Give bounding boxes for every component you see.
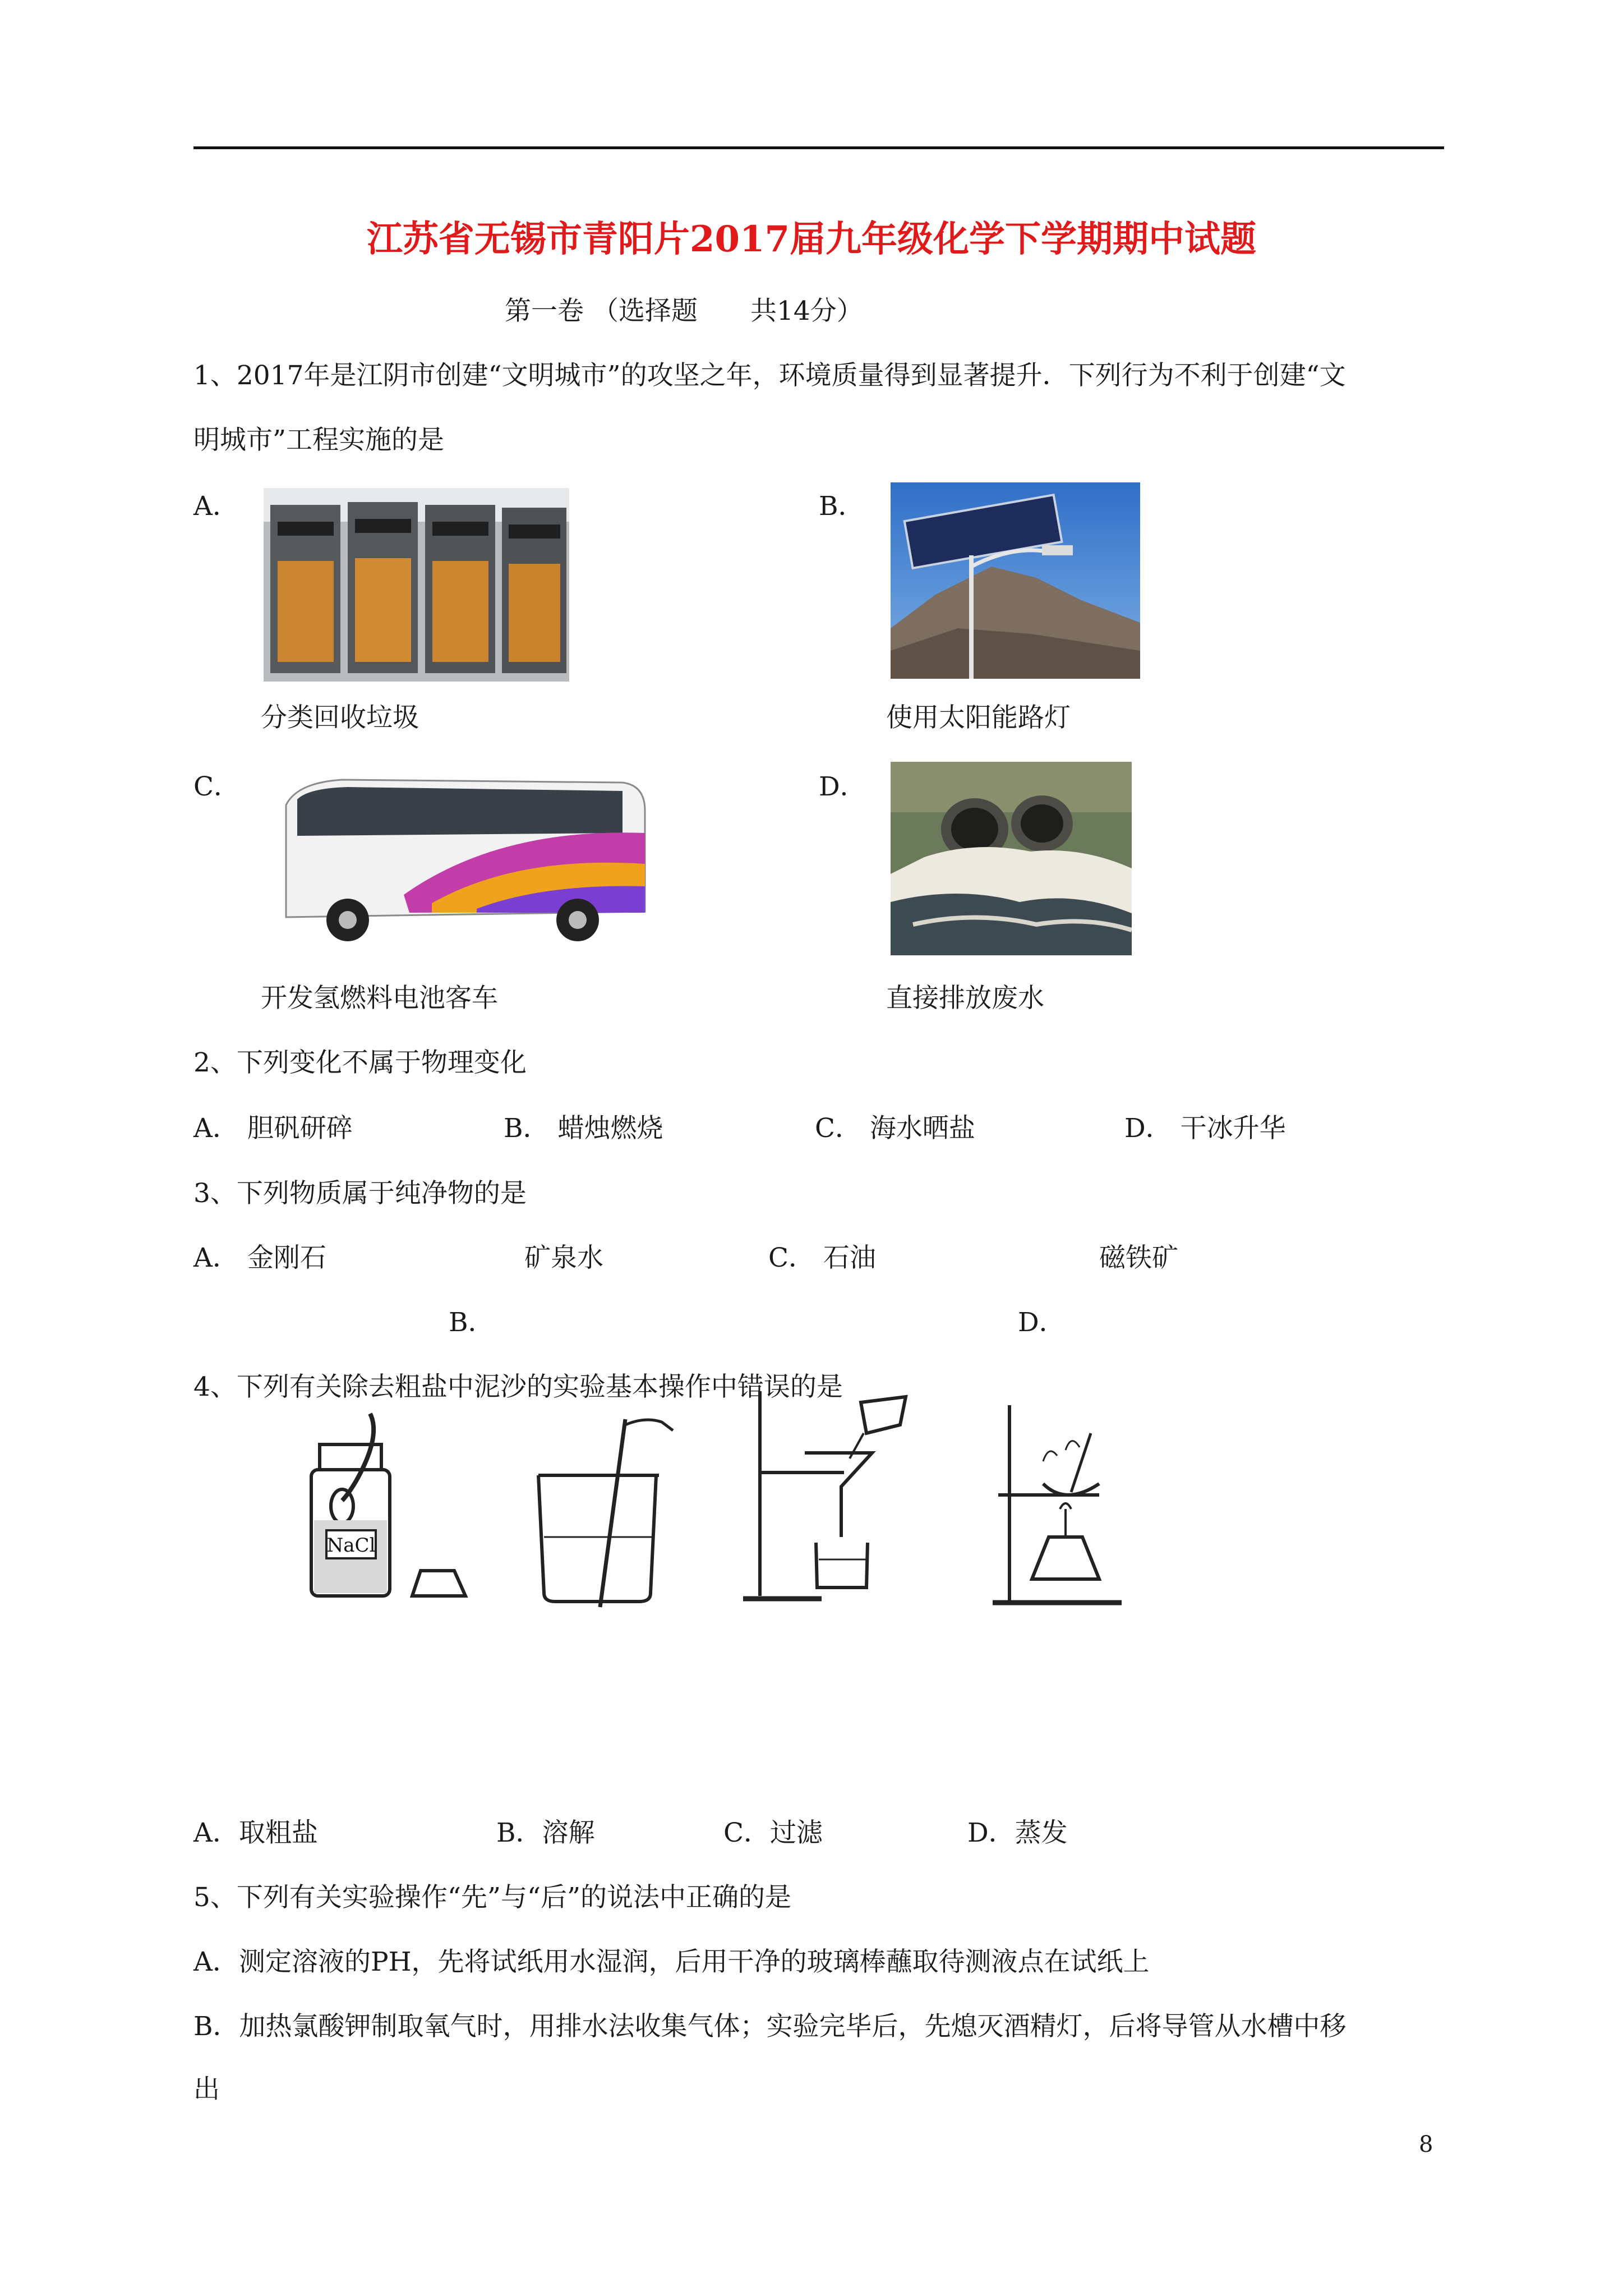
evaporate-diagram: [987, 1394, 1144, 1610]
q2-option-c: C． 海水晒盐: [815, 1113, 975, 1144]
q2-option-b: B． 蜡烛燃烧: [504, 1113, 663, 1144]
q5-stem: 5、下列有关实验操作“先”与“后”的说法中正确的是: [193, 1882, 792, 1913]
nacl-label: NaCl: [326, 1534, 376, 1557]
q5-option-a: A．测定溶液的PH，先将试纸用水湿润，后用干净的玻璃棒蘸取待测液点在试纸上: [193, 1947, 1150, 1977]
q2-option-d: D． 干冰升华: [1124, 1113, 1286, 1144]
wastewater-discharge-image: [891, 762, 1132, 955]
q3-option-d-text: 磁铁矿: [1099, 1243, 1178, 1273]
q4-option-b: B．溶解: [496, 1818, 595, 1848]
q1-option-d-caption: 直接排放废水: [886, 983, 1044, 1014]
q1-option-a-letter: A．: [193, 491, 239, 522]
q4-option-d: D．蒸发: [967, 1818, 1068, 1848]
q1-option-a-caption: 分类回收垃圾: [261, 702, 419, 733]
q1-option-c-caption: 开发氢燃料电池客车: [261, 983, 498, 1014]
solar-street-light-image: [891, 482, 1140, 679]
q1-option-b-caption: 使用太阳能路灯: [886, 702, 1071, 733]
filter-diagram: [737, 1380, 917, 1610]
hydrogen-bus-image: [264, 766, 651, 951]
q5-option-b-line2: 出: [193, 2074, 220, 2105]
header-rule: [193, 146, 1444, 149]
q3-option-c: C． 石油: [768, 1243, 876, 1273]
q3-stem: 3、下列物质属于纯净物的是: [193, 1178, 527, 1209]
take-salt-diagram: [303, 1402, 477, 1610]
recycling-bins-image: [264, 488, 569, 682]
q1-stem-line2: 明城市”工程实施的是: [193, 425, 445, 455]
q4-option-c: C．过滤: [723, 1818, 823, 1848]
q1-option-d-letter: D．: [819, 771, 866, 802]
q3-option-a: A． 金刚石: [193, 1243, 326, 1273]
exam-title: 江苏省无锡市青阳片2017届九年级化学下学期期中试题: [366, 218, 1257, 260]
q2-option-a: A． 胆矾研碎: [193, 1113, 353, 1144]
q4-option-a: A．取粗盐: [193, 1818, 318, 1848]
q3-option-b-text: 矿泉水: [524, 1243, 603, 1273]
q1-stem-line1: 1、2017年是江阴市创建“文明城市”的攻坚之年，环境质量得到显著提升．下列行为不利于创建“文: [193, 360, 1346, 391]
page-number: 8: [1419, 2132, 1433, 2157]
q3-option-b-letter: B．: [449, 1307, 495, 1338]
q1-option-c-letter: C．: [193, 771, 240, 802]
q1-option-b-letter: B．: [819, 491, 865, 522]
q4-stem: 4、下列有关除去粗盐中泥沙的实验基本操作中错误的是: [193, 1372, 843, 1402]
section-heading: 第一卷 （选择题 共14分）: [505, 296, 863, 326]
q5-option-b-line1: B．加热氯酸钾制取氧气时，用排水法收集气体；实验完毕后，先熄灭酒精灯，后将导管从水槽中移: [193, 2011, 1347, 2042]
q3-option-d-letter: D．: [1018, 1307, 1066, 1338]
dissolve-diagram: [527, 1408, 690, 1610]
q2-stem: 2、下列变化不属于物理变化: [193, 1047, 527, 1078]
